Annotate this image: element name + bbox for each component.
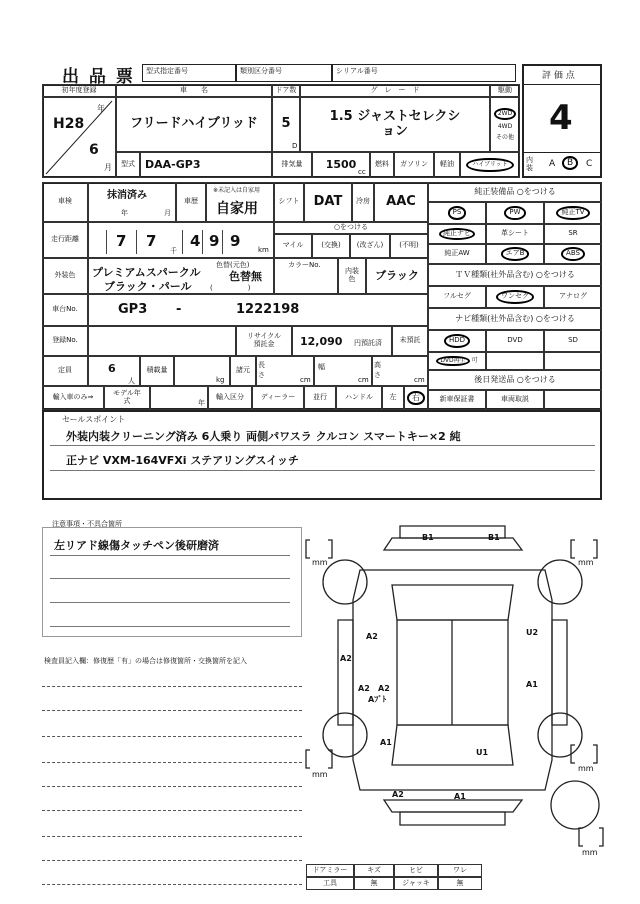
damage-mark-a2-rear-bumper: A2 (392, 790, 404, 799)
interior-grade-c[interactable]: C (586, 159, 593, 169)
color-value-1: プレミアムスパークル (92, 266, 201, 279)
tools-value-none-2: 無 (438, 877, 482, 890)
grade-value: 1.5 ジャストセレクション (329, 109, 461, 139)
equip-abs[interactable]: ABS (561, 247, 585, 261)
tv-analog[interactable]: アナログ (544, 286, 602, 308)
repaint-label: 色替(元色) (216, 261, 250, 269)
drive-cell (490, 97, 520, 152)
mileage-digit-2: 7 (146, 232, 157, 250)
model-code-cell (140, 152, 272, 178)
registration-cell (88, 326, 236, 356)
tools-header-scratch: キズ (354, 864, 394, 877)
damage-mark-a2-rear-2: A2 (378, 684, 390, 693)
damage-mark-b1-left: B1 (422, 533, 434, 542)
history-label: 車歴 (176, 182, 206, 222)
navi-sd[interactable]: SD (544, 330, 602, 352)
color-no-label: カラーNo. (288, 261, 321, 269)
interior-color-value: ブラック (375, 268, 419, 282)
recycle-value: 12,090 (300, 335, 343, 348)
import-label: 輸入車のみ⇒ (42, 386, 104, 410)
shift-value: DAT (313, 193, 343, 209)
fuel-label: 燃料 (370, 152, 394, 178)
door-unit: D (292, 142, 298, 150)
model-code-value: DAA-GP3 (145, 157, 201, 171)
dvd-play[interactable]: DVD再生 (436, 356, 469, 367)
tools-header-crack: ヒビ (394, 864, 438, 877)
chassis-label: 車台No. (42, 294, 88, 326)
recycle-label-cell (236, 326, 292, 356)
interior-grade-b[interactable]: B (562, 156, 578, 170)
recycle-unpaid[interactable]: 未預託 (392, 326, 428, 356)
drive-other[interactable]: その他 (495, 133, 514, 141)
fuel-hybrid[interactable]: ハイブリット (466, 158, 513, 173)
dvd-empty-2 (544, 352, 602, 370)
model-year-label-cell (104, 386, 150, 410)
navi-title: ナビ種類(社外品含む) ○をつける (428, 308, 602, 330)
year-unit: 年 (97, 104, 105, 113)
tv-title: ＴＶ種類(社外品含む) ○をつける (428, 264, 602, 286)
history-note: ※未記入は自家用 (213, 187, 261, 194)
first-reg-month: 6 (89, 142, 99, 158)
registration-label: 登録No. (42, 326, 88, 356)
repaint-value: 色替無 (229, 270, 262, 283)
mileage-km: km (258, 246, 269, 254)
chassis-dash: - (176, 302, 182, 317)
tv-fullseg[interactable]: フルセグ (428, 286, 486, 308)
mileage-tampered[interactable]: (改ざん) (350, 234, 390, 258)
equip-pw-cell (486, 202, 544, 224)
model-code-label: 型式 (116, 152, 140, 178)
load-kg: kg (216, 376, 225, 384)
mile-label[interactable]: マイル (274, 234, 312, 258)
repaint-paren: ( ) (210, 284, 251, 292)
height-cm: cm (414, 376, 425, 384)
capacity-value: 6 (108, 362, 116, 375)
mm-label-front-right: mm (578, 558, 594, 567)
width-cm: cm (358, 376, 369, 384)
navi-hdd[interactable]: HDD (444, 334, 470, 348)
chassis-number: 1222198 (236, 302, 300, 317)
inspector-line-4 (42, 762, 302, 763)
equip-sr[interactable]: SR (544, 224, 602, 244)
equip-airbag[interactable]: エアB (501, 247, 530, 261)
mileage-digit-1: 7 (116, 232, 127, 250)
history-value: 自家用 (216, 201, 258, 217)
mileage-label: 走行距離 (42, 222, 88, 258)
capacity-unit: 人 (128, 377, 135, 385)
inspector-line-3 (42, 736, 302, 737)
mileage-digit-4: 9 (209, 232, 220, 250)
mm-label-front-left: mm (312, 558, 328, 567)
damage-mark-b1-right: B1 (488, 533, 500, 542)
doors-value: 5 (281, 116, 291, 132)
fuel-gasoline[interactable]: ガソリン (394, 152, 434, 178)
handle-label: ハンドル (336, 386, 382, 410)
drive-label: 駆動 (490, 84, 520, 97)
fuel-diesel[interactable]: 軽油 (434, 152, 460, 178)
equip-tv-cell (544, 202, 602, 224)
sales-points-line-1: 外装内装クリーニング済み 6人乗り 両側パワスラ クルコン スマートキー×2 純 (66, 430, 461, 443)
dvd-play-cell (428, 352, 486, 370)
color-value-2: ブラック・パール (104, 280, 192, 293)
handle-left[interactable]: 左 (382, 386, 404, 410)
spec-label: 諸元 (230, 356, 256, 386)
dvd-empty-1 (486, 352, 544, 370)
damage-mark-a1-right: A1 (526, 680, 538, 689)
after-warranty[interactable]: 新車保証書 (428, 390, 486, 410)
load-label: 積載量 (140, 356, 174, 386)
sales-points-label: セールスポイント (62, 415, 126, 424)
inspector-line-2 (42, 710, 302, 711)
car-name-value: フリードハイブリッド (130, 116, 258, 132)
equip-airbag-cell (486, 244, 544, 264)
damage-mark-a2-side: A2 (340, 654, 352, 663)
capacity-label: 定員 (42, 356, 88, 386)
import-parallel[interactable]: 並行 (304, 386, 336, 410)
damage-mark-apt: Aﾌﾟﾄ (368, 695, 387, 704)
category-field: 類別区分番号 (236, 64, 332, 82)
grade-label: グ レ ー ド (300, 84, 490, 97)
recycle-unit: 円預託済 (354, 339, 382, 347)
equip-aw[interactable]: 純正AW (428, 244, 486, 264)
model-year-unit: 年 (198, 399, 205, 407)
damage-mark-a2-rear-1: A2 (358, 684, 370, 693)
inspector-line-5 (42, 786, 302, 787)
drive-2wd[interactable]: 2WD (494, 108, 516, 121)
shaken-month-unit: 月 (164, 209, 171, 217)
inspector-line-7 (42, 836, 302, 837)
length-cm: cm (300, 376, 311, 384)
after-empty (544, 390, 602, 410)
mm-label-spare: mm (582, 848, 598, 857)
ac-label: 冷房 (352, 182, 374, 222)
cc-unit: cc (358, 168, 366, 176)
first-reg-label: 初年度登録 (42, 84, 116, 97)
damage-mark-u1: U1 (476, 748, 489, 757)
mileage-digit-5: 9 (230, 232, 241, 250)
handle-right[interactable]: 右 (407, 391, 425, 406)
inspector-line-8 (42, 860, 302, 861)
shaken-value: 抹消済み (107, 190, 147, 201)
model-approval-field: 型式指定番号 (142, 64, 236, 82)
drive-4wd[interactable]: 4WD (497, 123, 513, 131)
displacement-value: 1500 (325, 157, 357, 171)
equip-ps-cell (428, 202, 486, 224)
shaken-year-unit: 年 (121, 209, 128, 217)
ac-cell (374, 182, 428, 222)
tv-oneseg[interactable]: ワンセグ (496, 290, 534, 304)
shift-label: シフト (274, 182, 304, 222)
tools-value-tool: 工具 (306, 877, 354, 890)
tools-header-mirror: ドアミラー (306, 864, 354, 877)
equipment-title: 純正装備品 ○をつける (428, 182, 602, 202)
inspector-label: 検査員記入欄：修復歴「有」の場合は修復箇所・交換箇所を記入 (44, 657, 247, 665)
equip-pw[interactable]: PW (504, 206, 525, 220)
first-reg-era: H28 (53, 116, 85, 132)
handle-right-cell (404, 386, 428, 410)
ac-value: AAC (386, 193, 416, 209)
score-value: 4 (549, 98, 573, 138)
import-type-label: 輸入区分 (208, 386, 252, 410)
damage-mark-a1-rear-bumper: A1 (454, 792, 466, 801)
score-label: 評 価 点 (542, 71, 575, 81)
height-label: 高さ (374, 361, 381, 379)
mm-label-rear-right: mm (578, 764, 594, 773)
equip-navi[interactable]: 純正ナビ (439, 228, 475, 240)
navi-hdd-cell (428, 330, 486, 352)
tools-value-jack: ジャッキ (394, 877, 438, 890)
equip-navi-cell (428, 224, 486, 244)
doors-label: ドア数 (272, 84, 300, 97)
length-label: 長さ (258, 361, 265, 379)
mileage-note: ○をつける (274, 222, 428, 234)
equip-leather[interactable]: 革シート (486, 224, 544, 244)
mm-label-rear-left: mm (312, 770, 328, 779)
color-label: 外装色 (42, 258, 88, 294)
mileage-digit-3: 4 (190, 232, 201, 250)
import-dealer[interactable]: ディーラー (252, 386, 304, 410)
interior-color-cell (366, 258, 428, 294)
shaken-label: 車検 (42, 182, 88, 222)
dvd-yes: 可 (471, 356, 478, 364)
serial-field: シリアル番号 (332, 64, 516, 82)
mileage-thousand: 千 (170, 247, 177, 255)
navi-dvd[interactable]: DVD (486, 330, 544, 352)
mileage-unknown[interactable]: (不明) (390, 234, 428, 258)
car-name-cell (116, 97, 272, 152)
equip-ps[interactable]: PS (448, 206, 467, 220)
document-title: 出 品 票 (62, 67, 135, 87)
fuel-hybrid-cell (460, 152, 520, 178)
car-damage-diagram (300, 510, 610, 855)
grade-cell (300, 97, 490, 152)
chassis-prefix: GP3 (118, 302, 148, 317)
notes-label: 注意事項・不具合箇所 (52, 520, 122, 528)
recycle-label: リサイクル預託金 (246, 332, 282, 348)
month-unit: 月 (104, 163, 112, 172)
shift-cell (304, 182, 352, 222)
width-label: 幅 (318, 363, 325, 371)
model-year-label: モデル年式 (113, 389, 141, 405)
tv-oneseg-cell (486, 286, 544, 308)
inspector-line-1 (42, 686, 302, 687)
interior-color-label: 内装色 (345, 267, 359, 283)
notes-line-1: 左リアド線傷タッチペン後研磨済 (54, 539, 219, 552)
tools-header-break: ワレ (438, 864, 482, 877)
sales-points-line-2: 正ナビ VXM-164VFXi ステアリングスイッチ (66, 454, 299, 467)
damage-mark-a2-left-door: A2 (366, 632, 378, 641)
displacement-label: 排気量 (272, 152, 312, 178)
interior-grade-a[interactable]: A (549, 159, 556, 169)
interior-color-label-cell (338, 258, 366, 294)
equip-tv[interactable]: 純正TV (556, 206, 589, 220)
equip-abs-cell (544, 244, 602, 264)
interior-grade-label: 内装 (526, 156, 533, 172)
car-name-label: 車 名 (116, 84, 272, 97)
inspector-line-9 (42, 884, 302, 885)
tools-value-none-1: 無 (354, 877, 394, 890)
after-title: 後日発送品 ○をつける (428, 370, 602, 390)
after-manual[interactable]: 車両取説 (486, 390, 544, 410)
inspector-line-6 (42, 810, 302, 811)
damage-mark-u2: U2 (526, 628, 539, 637)
damage-mark-a1-left: A1 (380, 738, 392, 747)
mileage-replaced[interactable]: (交換) (312, 234, 350, 258)
